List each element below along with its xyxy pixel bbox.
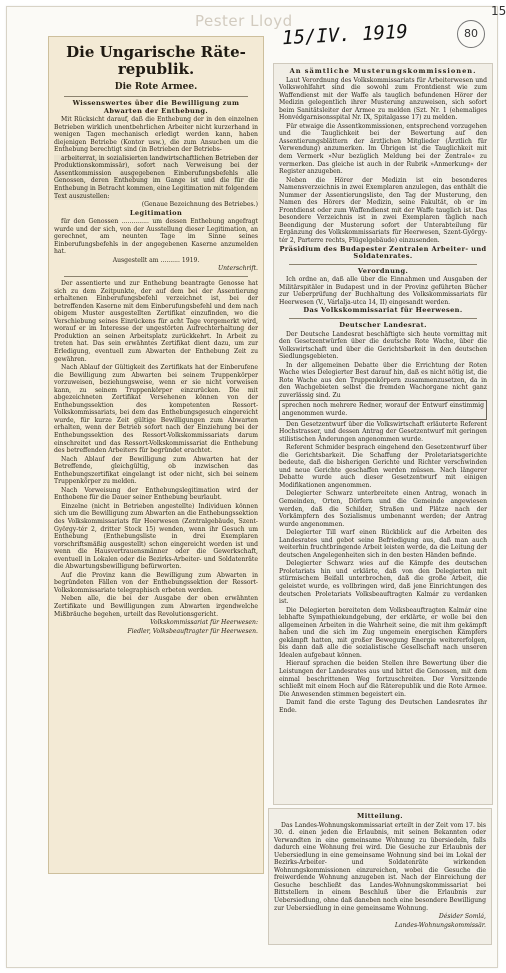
divider <box>289 264 477 265</box>
divider <box>64 96 248 97</box>
section-heading: Wissenswertes über die Bewilligung zum Abwarten der Enthebung. <box>72 99 240 115</box>
section-heading: An sämtliche Musterungskommissionen. <box>289 67 477 75</box>
signature-org: Volkskommissariat für Heerwesen: <box>150 619 258 627</box>
paragraph: arbeiterrat, in sozialisierten landwirtschaftlichen Betrieben der Produktionskommissär), sofort nach Verweisung bei der Assentkommission ausgegebenen Einberufungsbefehls alle Genossen, deren Enthebung im Gange ist und die für die Enthebung in Betracht kommen, eine Legitimation mit folgendem Text auszustellen: <box>54 154 258 200</box>
divider <box>289 318 477 319</box>
paragraph: Für etwaige die Assentkommissionen, entsprechend vorzugehen und die Tauglichkeit bei der Bewertung auf den Assentierungsblättern der ärztlichen Mitglieder (Ärztlich für Verwendung) anzumerken. Im Übrigen ist die Tauglichkeit mit dem Vermerk »Nur bezüglich Meldung bei der Zentrale« zu vermerken. Das gleiche ist auch in der Rubrik »Anmerkung« der Register anzugeben. <box>279 122 487 176</box>
article-subtitle: Die Rote Armee. <box>114 82 198 92</box>
divider <box>64 276 248 277</box>
section-heading: Deutscher Landesrat. <box>339 320 427 329</box>
form-signature: Unterschrift. <box>218 265 258 273</box>
paragraph: Referent Schmider besprach eingehend den Gesetzentwurf über die Gerichtsbarkeit. Die Schaffung der Proletariatsgerichte bedeute, daß die bisherigen Gerichte und Richter verschwinden und neue Gerichte geschaffen werden müssen. Nach längerer Debatte wurde auch dieser Gesetzentwurf mit einigen Modifikationen angenommen. <box>279 444 487 489</box>
notice-article <box>268 808 492 945</box>
paragraph: Der assentierte und zur Enthebung beantragte Genosse hat sich zu dem Zeitpunkte, der auf dem bei der Assentierung erhaltenen Einberufungsbefehl verzeichnet ist, bei der betreffenden Kaserne mit dem Einberufungsbefehl und dem nach obigem Muster ausgestellten Zertifikat einzufinden, wo die Verschiebung seines Einrückens für acht Tage vorgemerkt wird, worauf er im Interesse der ungestörten Aufrechterhaltung der Produktion an seinen Arbeitsplatz zurückkehrt. In Arbeit zu treten hat. Das sein erwähntes Zertifikat dient dazu, um zur Erledigung, eventuell zum Abwarten der Enthebung Zeit zu gewähren. <box>54 280 258 363</box>
paragraph: Nach Ablauf der Gültigkeit des Zertifikats hat der Einberufene die Bewilligung zum Abwarten bei seinem Truppenkörper vorzuweisen, beziehungsweise, wenn er sie nicht vorweisen kann, zu seinem Truppenkörper einzurücken. Die mit abgezeichneten Zertifikat Versehenen können von der Enthebungssektion des kompetenten Ressort-Volkskommissariats, bei dem das Enthebungsgesuch eingereicht wurde, für kurze Zeit gültige Bewilligungen zum Abwarten erhalten, wenn der Betrieb sofort nach der Einziehung bei der Enthebungssektion des Ressort-Volkskommissariats darum einschreitet und das Ressort-Volkskommissariat die Enthebung des betreffenden Arbeiters für begründet erachtet. <box>54 364 258 455</box>
legitimation-heading: Legitimation <box>129 208 183 217</box>
page-number: 80 <box>457 20 485 48</box>
paragraph: Delegierter Till warf einen Rückblick auf die Arbeiten des Landesrates und gebot seine Befriedigung aus, daß man auch weiterhin fruchtbringende Arbeit leisten werde, da die Leitung der deutschen Angelegenheiten sich in den besten Händen befinde. <box>279 529 487 559</box>
paragraph: Hierauf sprachen die beiden Stellen ihre Bewertung über die Leistungen der Landesrates aus und bittet die Genossen, mit dem einmal beschrittenen Weg fortzuschreiten. Der Vorsitzende schließt mit einem Hoch auf die Räterepublik und die Rote Armee. Die Anwesenden stimmen begeistert ein. <box>279 660 487 698</box>
folio-number: 15 <box>491 4 506 18</box>
handwritten-date: 15/IV. 1919 <box>281 20 409 50</box>
signature-name: Fiedler, Volksbeauftragter für Heerwesen. <box>127 627 258 635</box>
paragraph: Einzelne (nicht in Betrieben angestellte) Individuen können sich um die Bewilligung zum Abwarten an die Enthebungssektion des Volkskommissariats für Heerwesen (Zentralgebäude, Szent-György-tér 2, dritter Stock 15) wenden, wenn ihr Gesuch um Enthebung (Enthebungsliste in drei Exemplaren vorschriftsmäßig ausgestellt) schon eingereicht worden ist und wenn die Hausvertrauensmänner oder die Gewerkschaft, eventuell in Lokalen oder die Bezirks-Arbeiter- und Soldatenräte die Abwartungsbewilligung befürworten. <box>54 502 258 571</box>
form-text: für den Genossen .............. um dessen Enthebung angefragt wurde und der sich, von der Ausstellung dieser Legitimation, an gerechnet, am neunten Tage im Sinne seines Einberufungsbefehls in der angegebenen Kaserne anzumelden hat. <box>54 218 258 256</box>
signature-title: Landes-Wohnungskommissär. <box>394 921 486 929</box>
boxed-paragraph: sprechen noch mehrere Redner, worauf der Entwurf einstimmig angenommen wurde. <box>279 400 487 419</box>
paragraph: Den Gesetzentwurf über die Volkswirtschaft erläuterte Referent Hochstrasser, und dessen Antrag der Gesetzentwurf mit geringen stilistischen Änderungen angenommen wurde. <box>279 420 487 443</box>
paragraph: Delegierter Schwarz unterbreitete einen Antrag, wonach in Gemeinden, Orten, Dörfern und die Gemeinde angewiesen werden, daß die Schilder, Straßen und Plätze nach der Vorkämpfern des Sozialismus umbenannt werden; der Antrag wurde angenommen. <box>279 490 487 528</box>
right-column-article <box>273 63 493 805</box>
paragraph: Der Deutsche Landesrat beschäftigte sich heute vormittag mit den Gesetzentwürfen über die deutsche Rote Wache, über die Volkswirtschaft und über die Gerichtsbarkeit in den deutschen Siedlungsgebieten. <box>279 330 487 361</box>
paragraph: Delegierter Schwarz wies auf die Kämpfe des deutschen Proletariats hin und erklärte, daß von den Delegierten mit stürmischem Beifall unterbrochen, daß die große Arbeit, die geleistet wurde, es vollbringen wird, daß jene Einrichtungen des deutschen Proletariats Volksbeauftragten Kalmár zu verdanken ist. <box>279 560 487 606</box>
section-heading: Mitteilung. <box>357 812 403 820</box>
signature-name: Désider Somlá, <box>438 913 486 921</box>
paragraph: Mit Rücksicht darauf, daß die Enthebung der in den einzelnen Betrieben wirklich unentbehrlichen Arbeiter nicht kurzerhand in wenigen Tagen mechanisch erledigt werden kann, haben diejenigen Betriebe (Kontor usw.), die zum Ansuchen um die Enthebung berechtigt sind (in Betrieben der Betriebs- <box>54 116 258 154</box>
form-name-line: (Genaue Bezeichnung des Betriebes.) <box>141 201 258 209</box>
paragraph: Nach Vorweisung der Enthebungslegitimation wird der Enthobene für die Dauer seiner Enthebung beurlaubt. <box>54 486 258 502</box>
paragraph: Auf die Provinz kann die Bewilligung zum Abwarten in begründeten Fällen von der Enthebungssektion der Ressort-Volkskommissariate telegraphisch erbeten werden. <box>54 571 258 594</box>
article-title: Die Ungarische Räte-republik. <box>66 43 246 78</box>
signature-block: Präsidium des Budapester Zentralen Arbeiter- und Soldatenrates. <box>279 244 487 261</box>
paragraph: Neben die Hörer der Medizin ist ein besonderes Namensverzeichnis in zwei Exemplaren anzulegen, das enthält die Nummer der Assentierungsliste, den Tag der Musterung, den Namen des Hörers der Medizin, seine Fakultät, ob er im Frontdienst oder zum Waffendienst mit der Waffe tauglich ist. Das besondere Verzeichnis ist in zwei Exemplaren täglich nach Beendigung der Musterung sofort der Unterabteilung für Ergänzung des Volkskommissariats für Heerwesen, Szent-György-tér 2, Parterre rechts, Flügelgebäude) einzusenden. <box>279 176 487 245</box>
left-column-article <box>48 36 264 874</box>
section-heading: Verordnung. <box>357 266 409 275</box>
paragraph: In der allgemeinen Debatte über die Errichtung der Roten Wache wies Delegierter Best darauf hin, daß es nicht nötig ist, die Rote Wache aus den Truppenkörpern zusammenzusetzen, da in den Wachgebieten selbst die fremden Wachorgane nicht ganz zuverlässig sind. Zu <box>279 361 487 399</box>
paragraph: Ich ordne an, daß alle über die Einnahmen und Ausgaben der Militärspitäler in Budapest und in der Provinz geführten Bücher zur Ueberprüfung der Buchhaltung des Volkskommissariats für Heerwesen (V., Várlalja-utca 14, II) eingesandt werden. <box>279 276 487 306</box>
paragraph: Damit fand die erste Tagung des Deutschen Landesrates ihr Ende. <box>279 699 487 714</box>
paragraph: Nach Ablauf der Bewilligung zum Abwarten hat der Betreffende, gleichgültig, ob inzwischen das Enthebungszertifikat eingelangt ist oder nicht, sich bei seinem Truppenkörper zu melden. <box>54 455 258 486</box>
newspaper-stamp: Pester Lloyd <box>195 12 293 30</box>
form-date: Ausgestellt am .......... 1919. <box>112 256 200 264</box>
paragraph: Laut Verordnung des Volkskommissariats für Arbeiterwesen und Volkswohlfahrt sind die sowohl zum Frontdienst wie zum Waffendienst mit der Waffe als tauglich befundenen Hörer der Medizin gelegentlich ihrer Musterung anzuweisen, sich sofort beim Sanitätsleiter der Armee zu melden (Szt. Nr. 1 (ehemaliges Honvédgarnisonsspital Nr. IX, Spitalgasse 17) zu melden. <box>279 76 487 122</box>
signature-block: Das Volkskommissariat für Heerwesen. <box>303 306 463 315</box>
paragraph: Das Landes-Wohnungskommissariat erteilt in der Zeit vom 17. bis 30. d. einen jeden die Erlaubnis, mit seinen Bekannten oder Verwandten in eine gemeinsame Wohnung zu übersiedeln, falls dadurch eine Wohnung frei wird. Die Gesuche zur Erlaubnis der Uebersiedlung in eine gemeinsame Wohnung sind bei im Lokal der Bezirks-Arbeiter- und Soldatenräte wirkenden Wohnungskommissionen einzureichen, wobei die Gesuche die freiwerdende Wohnung anzugeben ist. Nach der Einreichung der Gesuche beschließt das Landes-Wohnungskommissariat bei Bittstellern in einem Beschluß über die Erlaubnis zur Uebersiedlung, ohne daß daneben noch eine besondere Bewilligung zur Uebersiedlung in eine gemeinsame Wohnung. <box>274 821 486 912</box>
paragraph: Die Delegierten bereiteten dem Volksbeauftragten Kalmár eine lebhafte Sympathiekundgebung, der erklärte, er wolle bei den allgemeinen Arbeiten in die Wahrheit seine, die mit ihm gekämpft haben und die sich im Zug ungemein energischen Kämpfers gekämpft hatten, mit großer Bewegung Energie weitererfolgen, bis dann daß alle die sozialistische Gesellschaft nach unseren Idealen aufgebaut können. <box>279 606 487 659</box>
paragraph: Neben alle, die bei der Ausgabe der oben erwähnten Zertifikate und Bewilligungen zum Abwarten irgendwelche Mißbräuche begehen, urteilt das Revolutionsgericht. <box>54 595 258 618</box>
